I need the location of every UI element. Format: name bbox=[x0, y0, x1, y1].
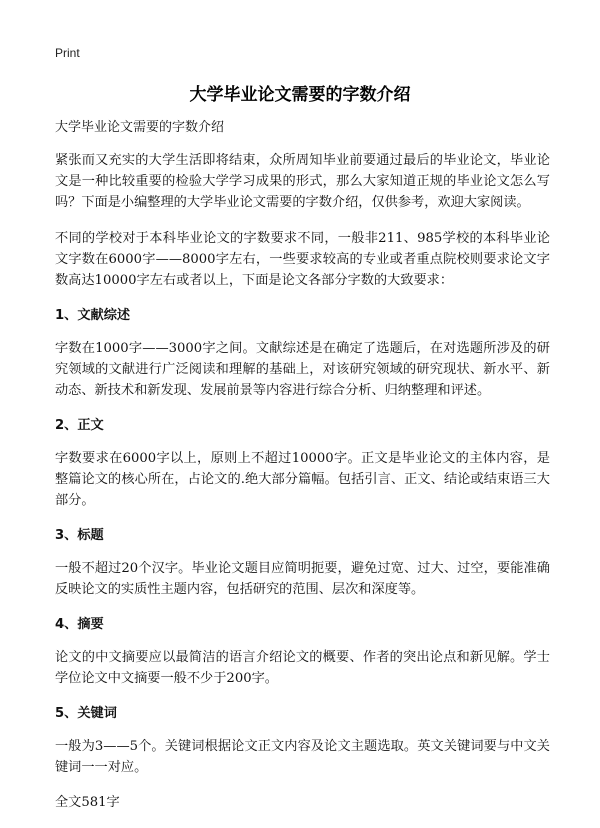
intro-paragraph: 不同的学校对于本科毕业论文的字数要求不同，一般非211、985学校的本科毕业论文字数在6000字——8000字左右，一些要求较高的专业或者重点院校则要求论文字数高达10000字左右或者以上，下面是论文各部分字数的大致要求： bbox=[55, 231, 550, 288]
section-heading-abstract: 4、摘要 bbox=[55, 617, 104, 632]
intro-paragraph: 紧张而又充实的大学生活即将结束，众所周知毕业前要通过最后的毕业论文，毕业论文是一种比较重要的检验大学学习成果的形式，那么大家知道正规的毕业论文怎么写吗？下面是小编整理的大学毕业论文需要的字数介绍，仅供参考，欢迎大家阅读。 bbox=[55, 153, 550, 210]
page-title: 大学毕业论文需要的字数介绍 bbox=[189, 85, 411, 105]
section-heading-literature-review: 1、文献综述 bbox=[55, 308, 131, 323]
section-text-abstract: 论文的中文摘要应以最简洁的语言介绍论文的概要、作者的突出论点和新见解。学士学位论文中文摘要一般不少于200字。 bbox=[55, 650, 550, 686]
section-heading-title: 3、标题 bbox=[55, 528, 104, 543]
section-text-keywords: 一般为3——5个。关键词根据论文正文内容及论文主题选取。英文关键词要与中文关键词一一对应。 bbox=[55, 739, 550, 775]
section-heading-main-body: 2、正文 bbox=[55, 418, 104, 433]
section-text-title: 一般不超过20个汉字。毕业论文题目应简明扼要，避免过宽、过大、过空，要能准确反映论文的实质性主题内容，包括研究的范围、层次和深度等。 bbox=[55, 561, 550, 597]
section-text-literature-review: 字数在1000字——3000字之间。文献综述是在确定了选题后，在对选题所涉及的研究领域的文献进行广泛阅读和理解的基础上，对该研究领域的研究现状、新水平、新动态、新技术和新发现、发展前景等内容进行综合分析、归纳整理和评述。 bbox=[55, 341, 550, 398]
article-body bbox=[55, 118, 550, 813]
word-count: 全文581字 bbox=[55, 795, 120, 810]
print-link[interactable]: Print bbox=[55, 46, 80, 60]
section-heading-keywords: 5、关键词 bbox=[55, 706, 117, 721]
section-text-main-body: 字数要求在6000字以上，原则上不超过10000字。正文是毕业论文的主体内容，是整篇论文的核心所在，占论文的.绝大部分篇幅。包括引言、正文、结论或结束语三大部分。 bbox=[55, 451, 550, 508]
article-subtitle: 大学毕业论文需要的字数介绍 bbox=[55, 120, 225, 135]
